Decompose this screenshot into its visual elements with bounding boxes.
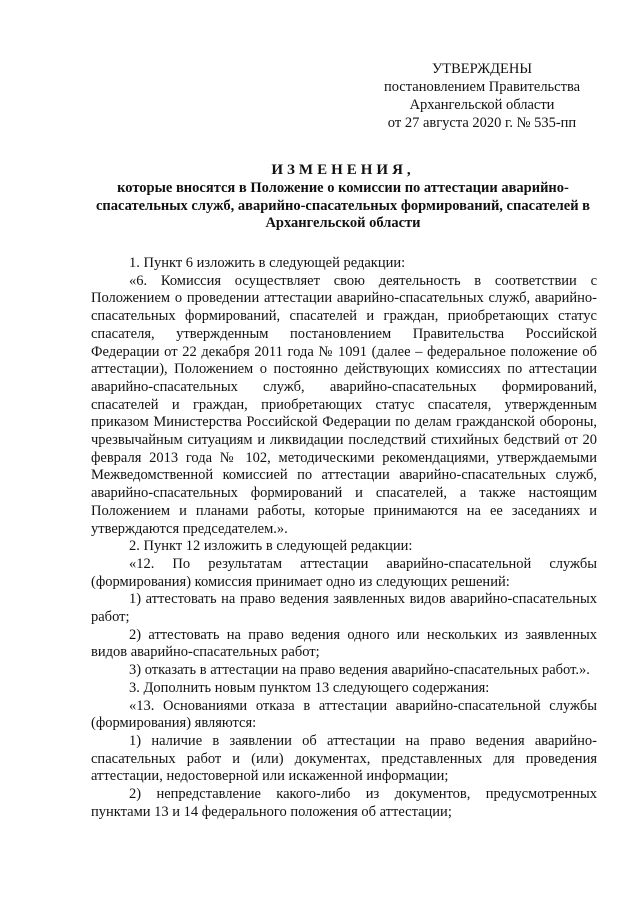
document-body <box>91 255 597 822</box>
heading-title: ИЗМЕНЕНИЯ, <box>271 162 415 178</box>
paragraph: 3. Дополнить новым пунктом 13 следующего содержания: <box>129 679 490 696</box>
paragraph: 1) наличие в заявлении об аттестации на право ведения аварийно-спасательных работ и (или) документах, представленных для проведения аттестации, недостоверной или искаженной информации; <box>91 732 597 785</box>
document-heading <box>90 160 596 233</box>
approval-line-2: Архангельской области <box>409 97 555 113</box>
paragraph: 2) аттестовать на право ведения одного или нескольких из заявленных видов аварийно-спасательных работ; <box>91 626 597 661</box>
paragraph: 3) отказать в аттестации на право ведения аварийно-спасательных работ.». <box>129 662 590 679</box>
approval-title: УТВЕРЖДЕНЫ <box>431 61 533 77</box>
approval-block <box>372 60 592 132</box>
paragraph: «13. Основаниями отказа в аттестации аварийно-спасательной службы (формирования) являются: <box>91 697 597 732</box>
paragraph: 1. Пункт 6 изложить в следующей редакции: <box>129 255 406 271</box>
paragraph: 1) аттестовать на право ведения заявленных видов аварийно-спасательных работ; <box>91 591 597 626</box>
approval-line-1: постановлением Правительства <box>383 79 581 95</box>
paragraph: 2) непредставление какого-либо из документов, предусмотренных пунктами 13 и 14 федерального положения об аттестации; <box>91 786 597 820</box>
heading-subtitle: которые вносятся в Положение о комиссии по аттестации аварийно-спасательных служб, аварийно-спасательных формирований, спасателей в Архангельской области <box>95 180 591 231</box>
paragraph: «12. По результатам аттестации аварийно-спасательной службы (формирования) комиссия принимает одно из следующих решений: <box>91 555 597 590</box>
paragraph: «6. Комиссия осуществляет свою деятельность в соответствии с Положением о проведении аттестации аварийно-спасательных служб, аварийно-спасательных формирований, спасателей и граждан, приобретающих статус спасателя, утвержденным постановлением Правительства Российской Федерации от 22 декабря 2011 года № 1091 (далее – федеральное положение об аттестации), Положением о постоянно действующих комиссиях по аттестации аварийно-спасательных служб, аварийно-спасательных формирований, спасателей и граждан, приобретающих статус спасателя, утвержденным приказом Министерства Российской Федерации по делам гражданской обороны, чрезвычайным ситуациям и ликвидации последствий стихийных бедствий от 20 февраля 2013 года № 102, методическими рекомендациями, утверждаемыми Межведомственной комиссией по аттестации аварийно-спасательных служб, аварийно-спасательных формирований и спасателей, а также настоящим Положением и планами работы, которые принимаются на ее заседаниях и утверждаются председателем.». <box>91 272 597 537</box>
paragraph: 2. Пункт 12 изложить в следующей редакции: <box>129 538 413 555</box>
approval-line-3: от 27 августа 2020 г. № 535-пп <box>387 115 577 131</box>
